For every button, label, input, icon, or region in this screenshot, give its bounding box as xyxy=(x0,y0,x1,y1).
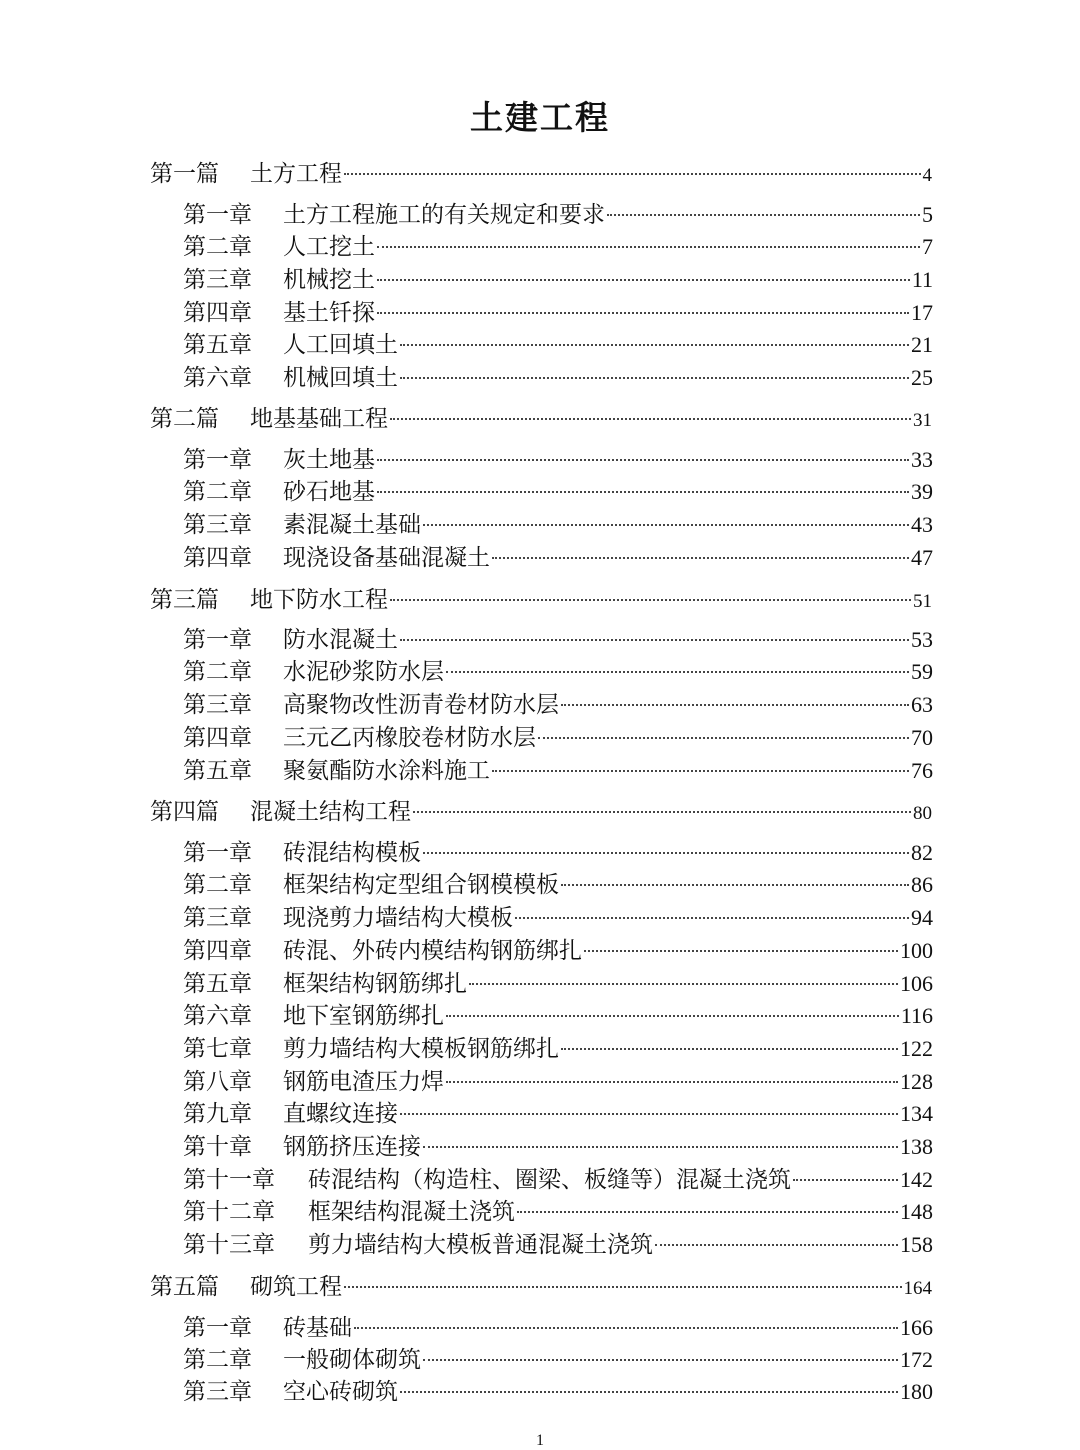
toc-entry-page: 43 xyxy=(911,512,933,537)
toc-entry-page: 59 xyxy=(911,659,933,684)
toc-chapter-entry[interactable] xyxy=(183,329,933,361)
toc-chapter-entry[interactable] xyxy=(183,362,933,394)
dot-leader xyxy=(344,173,921,175)
dot-leader xyxy=(377,491,909,493)
dot-leader xyxy=(517,1211,898,1213)
toc-entry-title: 框架结构定型组合钢模模板 xyxy=(283,872,559,898)
toc-chapter-entry[interactable] xyxy=(183,902,933,934)
toc-chapter-entry[interactable] xyxy=(183,476,933,508)
dot-leader xyxy=(400,639,909,641)
toc-chapter-entry[interactable] xyxy=(183,1312,933,1344)
toc-entry-number: 第四章 xyxy=(183,545,252,571)
toc-entry-page: 76 xyxy=(911,758,933,783)
toc-chapter-entry[interactable] xyxy=(183,624,933,656)
toc-chapter-entry[interactable] xyxy=(183,755,933,787)
toc-entry-number: 第三篇 xyxy=(150,587,219,613)
toc-chapter-entry[interactable] xyxy=(183,1066,933,1098)
dot-leader xyxy=(584,950,898,952)
toc-entry-number: 第三章 xyxy=(183,1379,252,1405)
toc-entry-page: 106 xyxy=(900,971,933,996)
toc-entry-number: 第十三章 xyxy=(183,1232,275,1258)
toc-entry-title: 素混凝土基础 xyxy=(283,512,421,538)
toc-chapter-entry[interactable] xyxy=(183,1098,933,1130)
toc-entry-number: 第十一章 xyxy=(183,1167,275,1193)
toc-chapter-entry[interactable] xyxy=(183,935,933,967)
toc-entry-number: 第一章 xyxy=(183,1315,252,1341)
toc-entry-page: 166 xyxy=(900,1315,933,1340)
toc-entry-number: 第二章 xyxy=(183,872,252,898)
dot-leader xyxy=(377,279,910,281)
toc-entry-number: 第四章 xyxy=(183,938,252,964)
toc-entry-title: 空心砖砌筑 xyxy=(283,1379,398,1405)
page-number: 1 xyxy=(536,1432,544,1449)
dot-leader xyxy=(390,599,911,601)
dot-leader xyxy=(793,1179,898,1181)
toc-entry-page: 148 xyxy=(900,1199,933,1224)
toc-entry-title: 土方工程 xyxy=(250,161,342,187)
toc-part-entry[interactable] xyxy=(150,1271,932,1303)
dot-leader xyxy=(400,344,909,346)
toc-chapter-entry[interactable] xyxy=(183,869,933,901)
toc-entry-title: 一般砌体砌筑 xyxy=(283,1347,421,1373)
dot-leader xyxy=(446,671,909,673)
toc-entry-title: 砂石地基 xyxy=(283,479,375,505)
toc-entry-title: 砖混结构（构造柱、圈梁、板缝等）混凝土浇筑 xyxy=(308,1167,791,1193)
toc-part-entry[interactable] xyxy=(150,796,932,828)
toc-entry-page: 80 xyxy=(913,803,932,824)
toc-entry-page: 63 xyxy=(911,692,933,717)
toc-chapter-entry[interactable] xyxy=(183,1000,933,1032)
toc-entry-number: 第六章 xyxy=(183,365,252,391)
toc-entry-number: 第一章 xyxy=(183,840,252,866)
dot-leader xyxy=(538,737,909,739)
toc-chapter-entry[interactable] xyxy=(183,722,933,754)
toc-entry-number: 第一章 xyxy=(183,627,252,653)
toc-entry-page: 4 xyxy=(922,165,932,186)
toc-entry-title: 地基基础工程 xyxy=(250,406,388,432)
toc-entry-page: 25 xyxy=(911,365,933,390)
toc-entry-number: 第二章 xyxy=(183,1347,252,1373)
toc-entry-number: 第二章 xyxy=(183,234,252,260)
dot-leader xyxy=(561,1048,898,1050)
toc-entry-title: 高聚物改性沥青卷材防水层 xyxy=(283,692,559,718)
dot-leader xyxy=(655,1244,898,1246)
toc-entry-page: 51 xyxy=(913,591,932,612)
toc-chapter-entry[interactable] xyxy=(183,1131,933,1163)
toc-chapter-entry[interactable] xyxy=(183,542,933,574)
toc-entry-title: 混凝土结构工程 xyxy=(250,799,411,825)
toc-entry-number: 第三章 xyxy=(183,905,252,931)
toc-entry-page: 86 xyxy=(911,872,933,897)
toc-entry-title: 人工回填土 xyxy=(283,332,398,358)
toc-entry-title: 地下防水工程 xyxy=(250,587,388,613)
dot-leader xyxy=(492,770,909,772)
toc-entry-page: 82 xyxy=(911,840,933,865)
toc-entry-number: 第七章 xyxy=(183,1036,252,1062)
toc-entry-title: 机械挖土 xyxy=(283,267,375,293)
toc-entry-title: 水泥砂浆防水层 xyxy=(283,659,444,685)
toc-entry-page: 53 xyxy=(911,627,933,652)
dot-leader xyxy=(423,524,909,526)
toc-entry-page: 116 xyxy=(900,1003,933,1028)
dot-leader xyxy=(469,983,898,985)
toc-entry-number: 第一篇 xyxy=(150,161,219,187)
dot-leader xyxy=(423,1146,898,1148)
dot-leader xyxy=(561,704,909,706)
toc-chapter-entry[interactable] xyxy=(183,1033,933,1065)
toc-entry-number: 第八章 xyxy=(183,1069,252,1095)
toc-entry-number: 第五篇 xyxy=(150,1274,219,1300)
dot-leader xyxy=(561,884,909,886)
toc-chapter-entry[interactable] xyxy=(183,689,933,721)
toc-part-entry[interactable] xyxy=(150,158,932,190)
dot-leader xyxy=(354,1327,898,1329)
toc-entry-page: 172 xyxy=(900,1347,933,1372)
toc-chapter-entry[interactable] xyxy=(183,231,933,263)
toc-entry-title: 剪力墙结构大模板普通混凝土浇筑 xyxy=(308,1232,653,1258)
toc-entry-title: 地下室钢筋绑扎 xyxy=(283,1003,444,1029)
dot-leader xyxy=(377,312,909,314)
dot-leader xyxy=(344,1286,902,1288)
toc-entry-page: 33 xyxy=(911,447,933,472)
toc-entry-number: 第十二章 xyxy=(183,1199,275,1225)
toc-entry-title: 钢筋挤压连接 xyxy=(283,1134,421,1160)
toc-entry-number: 第一章 xyxy=(183,447,252,473)
toc-entry-number: 第三章 xyxy=(183,692,252,718)
toc-entry-title: 框架结构钢筋绑扎 xyxy=(283,971,467,997)
toc-entry-page: 180 xyxy=(900,1379,933,1404)
toc-entry-title: 框架结构混凝土浇筑 xyxy=(308,1199,515,1225)
toc-chapter-entry[interactable] xyxy=(183,297,933,329)
toc-entry-title: 现浇设备基础混凝土 xyxy=(283,545,490,571)
dot-leader xyxy=(400,1113,898,1115)
toc-entry-title: 聚氨酯防水涂料施工 xyxy=(283,758,490,784)
toc-entry-page: 122 xyxy=(900,1036,933,1061)
toc-entry-page: 31 xyxy=(913,410,932,431)
dot-leader xyxy=(423,852,909,854)
dot-leader xyxy=(446,1081,898,1083)
toc-chapter-entry[interactable] xyxy=(183,656,933,688)
toc-entry-number: 第四篇 xyxy=(150,799,219,825)
toc-entry-number: 第六章 xyxy=(183,1003,252,1029)
toc-part-entry[interactable] xyxy=(150,584,932,616)
toc-chapter-entry[interactable] xyxy=(183,1344,933,1376)
toc-entry-page: 5 xyxy=(922,202,933,227)
toc-chapter-entry[interactable] xyxy=(183,1196,933,1228)
toc-entry-number: 第五章 xyxy=(183,758,252,784)
toc-entry-title: 钢筋电渣压力焊 xyxy=(283,1069,444,1095)
toc-entry-page: 39 xyxy=(911,479,933,504)
toc-entry-page: 158 xyxy=(900,1232,933,1257)
toc-entry-title: 机械回填土 xyxy=(283,365,398,391)
toc-entry-title: 防水混凝土 xyxy=(283,627,398,653)
toc-entry-number: 第二篇 xyxy=(150,406,219,432)
toc-entry-number: 第五章 xyxy=(183,971,252,997)
dot-leader xyxy=(492,557,909,559)
toc-entry-title: 三元乙丙橡胶卷材防水层 xyxy=(283,725,536,751)
toc-chapter-entry[interactable] xyxy=(183,1229,933,1261)
toc-entry-title: 剪力墙结构大模板钢筋绑扎 xyxy=(283,1036,559,1062)
toc-entry-title: 砖混结构模板 xyxy=(283,840,421,866)
toc-chapter-entry[interactable] xyxy=(183,1376,933,1408)
toc-chapter-entry[interactable] xyxy=(183,444,933,476)
toc-chapter-entry[interactable] xyxy=(183,509,933,541)
toc-entry-title: 基土钎探 xyxy=(283,300,375,326)
dot-leader xyxy=(400,1391,898,1393)
dot-leader xyxy=(515,917,909,919)
toc-part-entry[interactable] xyxy=(150,403,932,435)
toc-entry-number: 第三章 xyxy=(183,267,252,293)
toc-chapter-entry[interactable] xyxy=(183,837,933,869)
toc-entry-title: 土方工程施工的有关规定和要求 xyxy=(283,202,605,228)
dot-leader xyxy=(377,459,909,461)
toc-entry-title: 灰土地基 xyxy=(283,447,375,473)
dot-leader xyxy=(446,1015,899,1017)
dot-leader xyxy=(390,418,911,420)
toc-entry-page: 128 xyxy=(900,1069,933,1094)
toc-entry-number: 第四章 xyxy=(183,300,252,326)
toc-entry-page: 164 xyxy=(903,1278,932,1299)
toc-entry-number: 第十章 xyxy=(183,1134,252,1160)
toc-chapter-entry[interactable] xyxy=(183,264,933,296)
dot-leader xyxy=(423,1359,898,1361)
page-title: 土建工程 xyxy=(470,98,610,137)
toc-entry-number: 第四章 xyxy=(183,725,252,751)
toc-entry-page: 100 xyxy=(900,938,933,963)
toc-entry-page: 94 xyxy=(911,905,933,930)
toc-entry-page: 134 xyxy=(900,1101,933,1126)
toc-entry-page: 17 xyxy=(911,300,933,325)
toc-entry-page: 21 xyxy=(911,332,933,357)
toc-entry-title: 砖混、外砖内模结构钢筋绑扎 xyxy=(283,938,582,964)
toc-entry-number: 第三章 xyxy=(183,512,252,538)
toc-chapter-entry[interactable] xyxy=(183,968,933,1000)
toc-entry-title: 砌筑工程 xyxy=(250,1274,342,1300)
toc-entry-page: 142 xyxy=(900,1167,933,1192)
toc-chapter-entry[interactable] xyxy=(183,199,933,231)
toc-entry-title: 现浇剪力墙结构大模板 xyxy=(283,905,513,931)
dot-leader xyxy=(413,811,911,813)
toc-entry-number: 第五章 xyxy=(183,332,252,358)
toc-entry-page: 70 xyxy=(911,725,933,750)
toc-entry-number: 第一章 xyxy=(183,202,252,228)
toc-entry-title: 砖基础 xyxy=(283,1315,352,1341)
toc-entry-page: 11 xyxy=(911,267,933,292)
toc-entry-page: 47 xyxy=(911,545,933,570)
toc-entry-title: 直螺纹连接 xyxy=(283,1101,398,1127)
toc-entry-page: 7 xyxy=(922,234,933,259)
dot-leader xyxy=(607,214,920,216)
dot-leader xyxy=(377,246,920,248)
toc-entry-number: 第九章 xyxy=(183,1101,252,1127)
toc-chapter-entry[interactable] xyxy=(183,1164,933,1196)
toc-entry-title: 人工挖土 xyxy=(283,234,375,260)
toc-entry-number: 第二章 xyxy=(183,479,252,505)
toc-entry-number: 第二章 xyxy=(183,659,252,685)
dot-leader xyxy=(400,377,909,379)
toc-entry-page: 138 xyxy=(900,1134,933,1159)
